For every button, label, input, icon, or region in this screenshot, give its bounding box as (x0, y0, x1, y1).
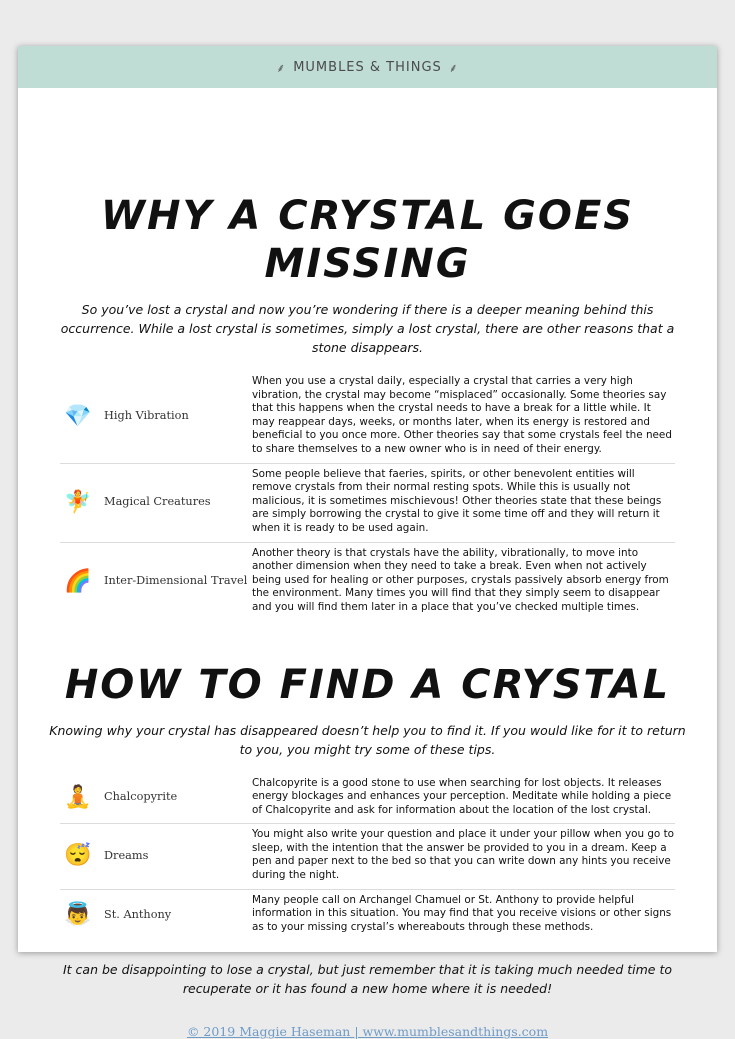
row-description: Another theory is that crystals have the ability, vibrationally, to move into another dimension when they need to take a break. Even when not actively being used for healing or other purposes, crystals passively absorb energy from the environment. Many times you will find that they simply seem to disappear and you will find them later in a place that you’ve checked multiple times. (252, 546, 669, 613)
section-title-why-missing: WHY A CRYSTAL GOES MISSING (100, 193, 635, 287)
rainbow-icon: 🌈 (64, 567, 92, 593)
angel-icon: 👼 (64, 901, 92, 927)
row-label: Inter-Dimensional Travel (104, 574, 248, 588)
sparkle-left-icon: ⸙ (276, 60, 287, 75)
reasons-table (60, 371, 675, 621)
copyright-link[interactable]: © 2019 Maggie Haseman | www.mumblesandthings.com (186, 1024, 549, 1039)
row-description: When you use a crystal daily, especially a crystal that carries a very high vibration, the crystal may become “misplaced” occasionally. Some theories say that this happens when the crystal needs to have a break for a little while. It may reappear days, weeks, or months later, when its energy is restored and beneficial to you once more. Other theories say that some crystals feel the need to share themselves to a new owner who is in need of their energy. (252, 375, 672, 455)
row-label: Dreams (104, 848, 149, 862)
row-label: St. Anthony (104, 907, 172, 921)
brand-banner (18, 46, 717, 88)
section-title-how-to-find: HOW TO FIND A CRYSTAL (64, 661, 671, 708)
table-row (60, 824, 675, 889)
table-row (60, 371, 675, 464)
row-description: Many people call on Archangel Chamuel or St. Anthony to provide helpful information in this situation. You may find that you receive visions or other signs as to your missing crystal’s whereabouts through these methods. (252, 893, 672, 933)
table-row (60, 890, 675, 941)
section-intro-why-missing: So you’ve lost a crystal and now you’re wondering if there is a deeper meaning behind this occurrence. While a lost crystal is sometimes, simply a lost crystal, there are other reasons that a stone disappears. (60, 302, 675, 355)
table-row (60, 543, 675, 621)
gem-icon: 💎 (64, 402, 92, 428)
brand-name: MUMBLES & THINGS (293, 59, 442, 75)
table-row (60, 464, 675, 543)
table-row (60, 773, 675, 825)
document-page (18, 46, 717, 1039)
section-intro-how-to-find: Knowing why your crystal has disappeared doesn’t help you to find it. If you would like for it to return to you, you might try some of these tips. (49, 722, 686, 757)
row-description: You might also write your question and place it under your pillow when you go to sleep, with the intention that the answer be provided to you in a dream. Keep a pen and paper next to the bed so that you can write down any hints you receive during the night. (252, 828, 675, 882)
closing-note: It can be disappointing to lose a crystal, but just remember that it is taking much needed time to recuperate or it has found a new home where it is needed! (63, 962, 672, 997)
row-label: High Vibration (104, 409, 189, 423)
tips-table (60, 773, 675, 941)
meditating-person-icon: 🧘 (64, 783, 92, 809)
sparkle-right-icon: ⸙ (448, 60, 459, 75)
row-label: Magical Creatures (104, 495, 211, 509)
fairy-icon: 🧚 (64, 488, 92, 514)
sleeping-face-icon: 😴 (64, 842, 92, 868)
row-description: Chalcopyrite is a good stone to use when searching for lost objects. It releases energy blockages and enhances your perception. Meditate while holding a piece of Chalcopyrite and ask for information about the location of the lost crystal. (252, 776, 672, 816)
footer (18, 1024, 717, 1039)
row-description: Some people believe that faeries, spirits, or other benevolent entities will remove crystals from their normal resting spots. While this is usually not malicious, it is sometimes mischievous! Other theories state that these beings are simply borrowing the crystal to give it some time off and they will return it when it is ready to be used again. (252, 467, 662, 534)
row-label: Chalcopyrite (104, 790, 178, 804)
